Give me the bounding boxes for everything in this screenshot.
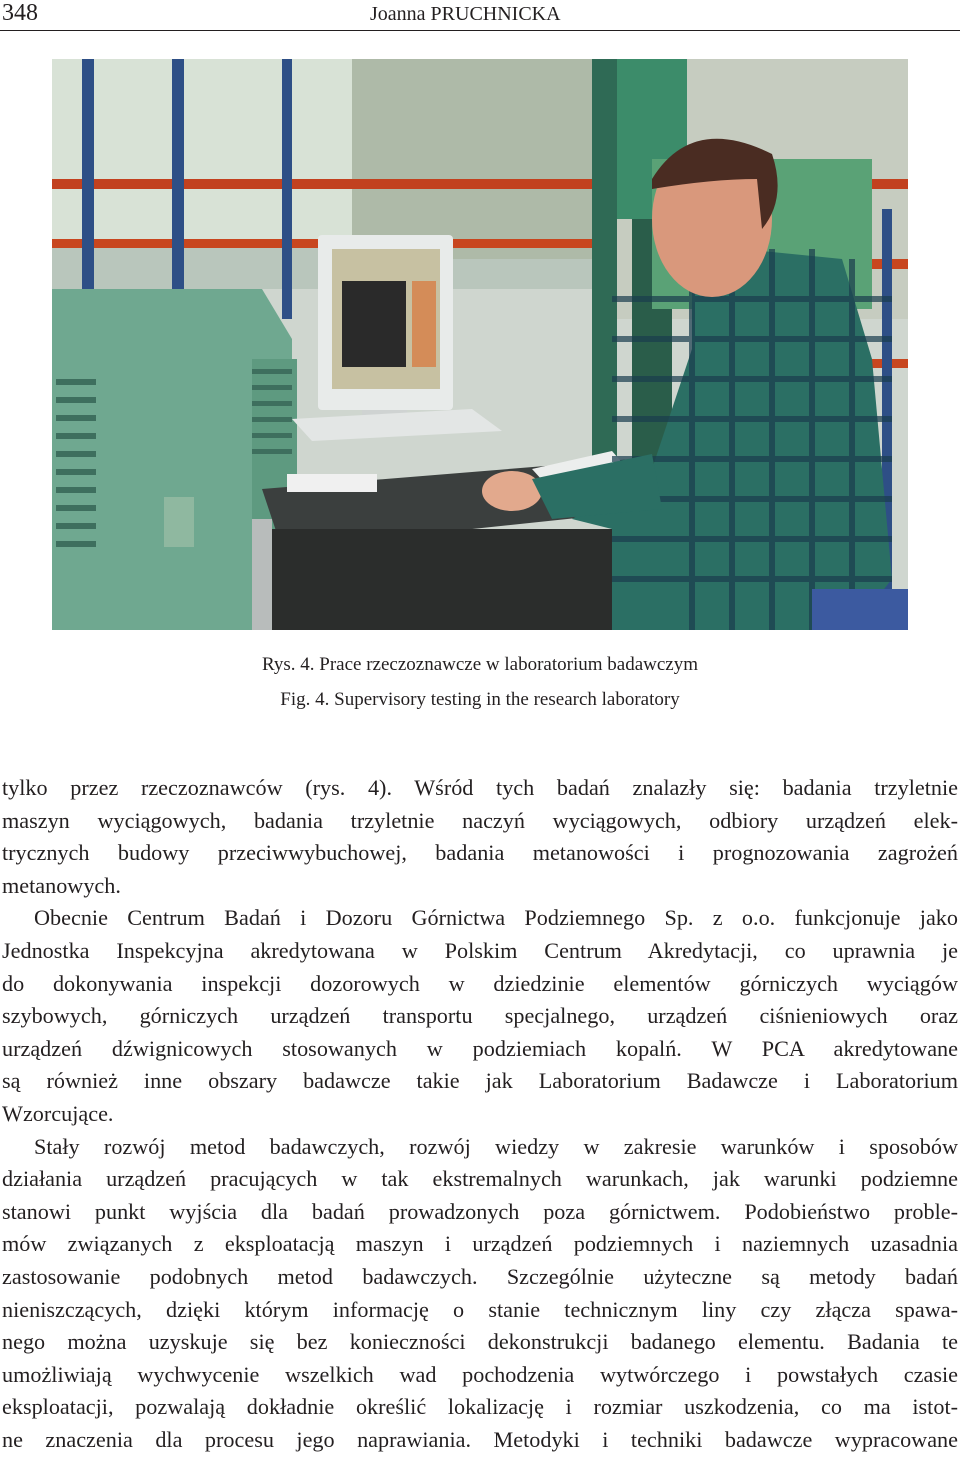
body-line: działania urządzeń pracujących w tak ekstremalnych warunkach, jak warunki podziemne [2, 1166, 958, 1192]
body-line: do dokonywania inspekcji dozorowych w dziedzinie elementów górniczych wyciągów [2, 970, 958, 996]
body-line: ne znaczenia dla procesu jego naprawiania. Metodyki i techniki badawcze wypracowane [2, 1426, 958, 1452]
body-line: nego można uzyskuje się bez konieczności dekonstrukcji badanego elementu. Badania te [2, 1329, 958, 1355]
body-line: metanowych. [2, 872, 121, 898]
page-header [0, 0, 960, 31]
figure-photo [52, 59, 908, 630]
body-line: stanowi punkt wyjścia dla badań prowadzonych poza górnictwem. Podobieństwo proble- [2, 1198, 958, 1224]
body-line: tylko przez rzeczoznawców (rys. 4). Wśród tych badań znalazły się: badania trzyletnie [2, 775, 958, 800]
body-line: zastosowanie podobnych metod badawczych. Szczególnie użyteczne są metody badań [2, 1263, 958, 1289]
page-number: 348 [2, 0, 38, 26]
body-line: Jednostka Inspekcyjna akredytowana w Polskim Centrum Akredytacji, co uprawnia je [2, 937, 958, 963]
body-line: eksploatacji, pozwalają dokładnie określić lokalizację i rozmiar uszkodzenia, co ma istot- [2, 1394, 958, 1420]
body-text [2, 772, 958, 1456]
body-line: są również inne obszary badawcze takie jak Laboratorium Badawcze i Laboratorium [2, 1068, 958, 1094]
body-line: mów związanych z eksploatacją maszyn i urządzeń podziemnych i naziemnych uzasadnia [2, 1231, 958, 1257]
running-head-author: Joanna PRUCHNICKA [370, 3, 561, 25]
body-line: szybowych, górniczych urządzeń transportu specjalnego, urządzeń ciśnieniowych oraz [2, 1003, 958, 1029]
body-line: Wzorcujące. [2, 1100, 114, 1126]
laboratory-photo [52, 59, 908, 630]
body-line: nieniszczących, dzięki którym informację o stanie technicznym liny czy złącza spawa- [2, 1296, 958, 1322]
body-line: urządzeń dźwignicowych stosowanych w podziemiach kopalń. W PCA akredytowane [2, 1035, 958, 1061]
body-line: trycznych budowy przeciwwybuchowej, badania metanowości i prognozowania zagrożeń [2, 840, 958, 866]
body-line: Stały rozwój metod badawczych, rozwój wiedzy w zakresie warunków i sposobów [34, 1133, 958, 1159]
body-line: Obecnie Centrum Badań i Dozoru Górnictwa Podziemnego Sp. z o.o. funkcjonuje jako [34, 905, 958, 931]
body-line: maszyn wyciągowych, badania trzyletnie naczyń wyciągowych, odbiory urządzeń elek- [2, 807, 958, 833]
figure-caption-polish: Rys. 4. Prace rzeczoznawcze w laboratorium badawczym [261, 654, 699, 675]
body-line: umożliwiają wychwycenie wszelkich wad pochodzenia wytwórczego i powstałych czasie [2, 1361, 958, 1387]
figure-caption-english: Fig. 4. Supervisory testing in the research laboratory [280, 689, 680, 710]
